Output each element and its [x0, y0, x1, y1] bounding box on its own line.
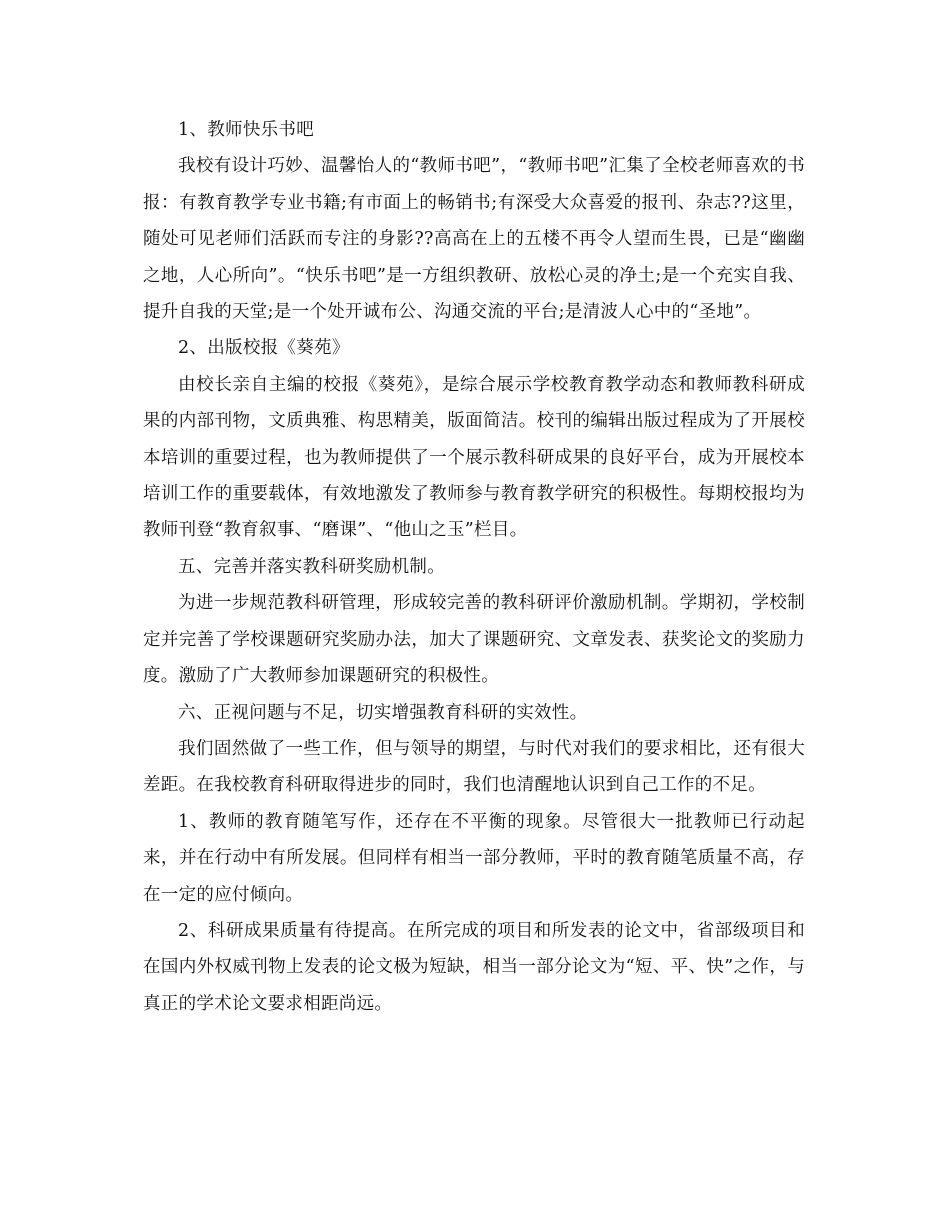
paragraph-book-bar: 我校有设计巧妙、温馨怡人的“教师书吧”，“教师书吧”汇集了全校老师喜欢的书报：有教育教学专业书籍;有市面上的畅销书;有深受大众喜爱的报刊、杂志??这里，随处可见老师们活跃而专注的身影??高高在上的五楼不再令人望而生畏，已是“幽幽之地，人心所向”。“快乐书吧”是一方组织教研、放松心灵的净土;是一个充实自我、提升自我的天堂;是一个处开诚布公、沟通交流的平台;是清波人心中的“圣地”。 [143, 156, 805, 323]
heading-problems: 六、正视问题与不足，切实增强教育科研的实效性。 [178, 702, 588, 723]
document-body [143, 112, 805, 1022]
heading-school-newspaper: 2、出版校报《葵苑》 [178, 338, 350, 359]
heading-reward-mechanism: 五、完善并落实教科研奖励机制。 [178, 556, 445, 577]
paragraph-reward-mechanism: 为进一步规范教科研管理，形成较完善的教科研评价激励机制。学期初，学校制定并完善了学校课题研究奖励办法，加大了课题研究、文章发表、获奖论文的奖励力度。激励了广大教师参加课题研究的积极性。 [143, 593, 805, 687]
heading-teacher-book-bar: 1、教师快乐书吧 [178, 120, 315, 140]
paragraph-problem-2: 2、科研成果质量有待提高。在所完成的项目和所发表的论文中，省部级项目和在国内外权威刊物上发表的论文极为短缺，相当一部分论文为“短、平、快”之作，与真正的学术论文要求相距尚远。 [143, 920, 805, 1014]
paragraph-school-newspaper: 由校长亲自主编的校报《葵苑》，是综合展示学校教育教学动态和教师教科研成果的内部刊物，文质典雅、构思精美，版面简洁。校刊的编辑出版过程成为了开展校本培训的重要过程，也为教师提供了一个展示教科研成果的良好平台，成为开展校本培训工作的重要载体，有效地激发了教师参与教育教学研究的积极性。每期校报均为教师刊登“教育叙事、“磨课”、“他山之玉”栏目。 [143, 374, 805, 541]
paragraph-problems: 我们固然做了一些工作，但与领导的期望，与时代对我们的要求相比，还有很大差距。在我校教育科研取得进步的同时，我们也清醒地认识到自己工作的不足。 [143, 738, 805, 796]
paragraph-problem-1: 1、教师的教育随笔写作，还存在不平衡的现象。尽管很大一批教师已行动起来，并在行动中有所发展。但同样有相当一部分教师，平时的教育随笔质量不高，存在一定的应付倾向。 [143, 811, 805, 905]
